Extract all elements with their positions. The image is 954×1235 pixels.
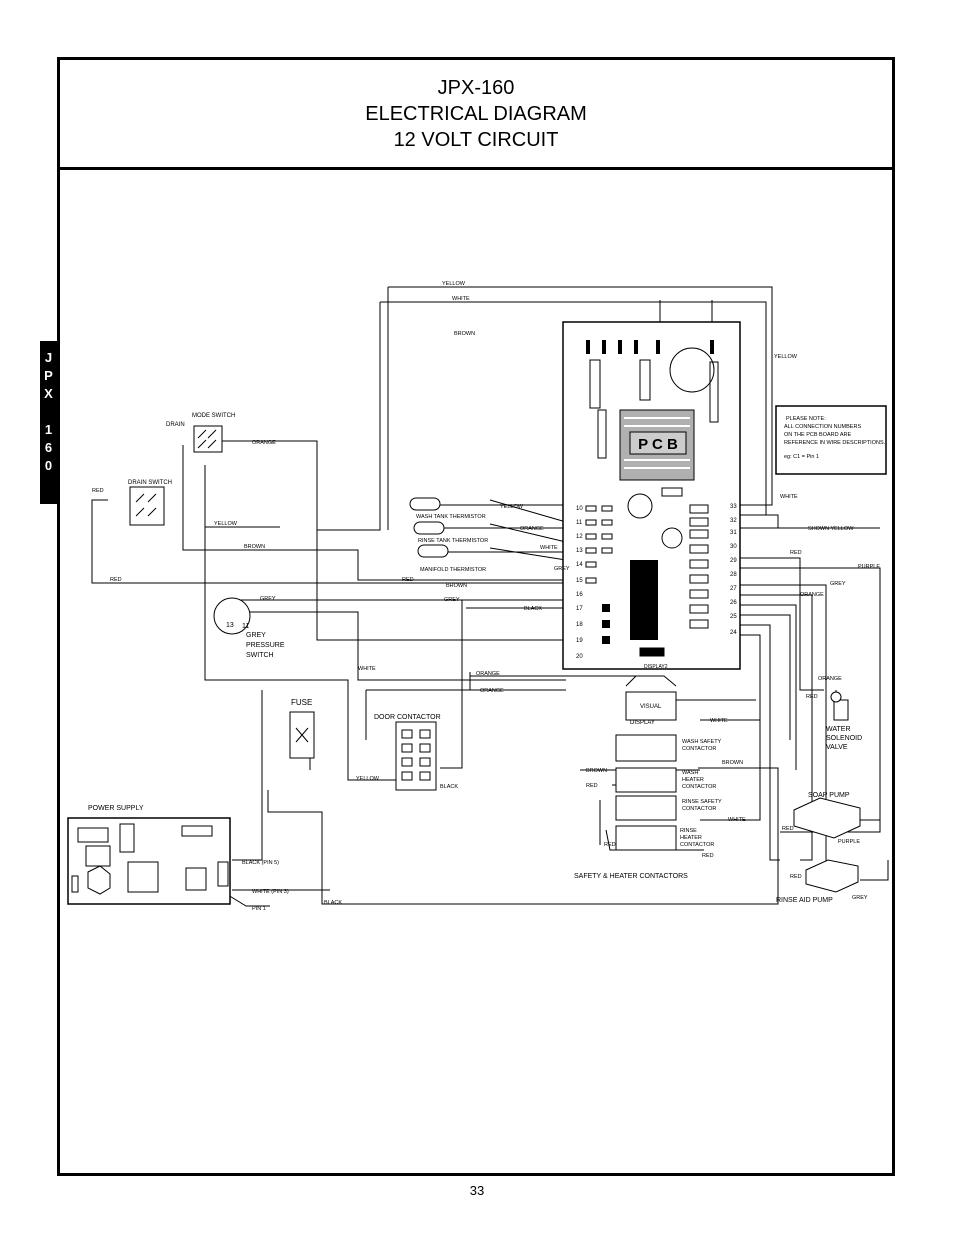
contactor-label: WASH SAFETY (682, 739, 722, 745)
wire-label: BLACK (524, 606, 543, 612)
wire-label: PIN 1 (252, 906, 266, 912)
valve-label: SOLENOID (826, 735, 863, 742)
title-line-1: JPX-160 (437, 77, 515, 99)
wire-label: ORANGE (480, 688, 504, 694)
pin-label: 29 (730, 558, 737, 564)
pressure-label: SWITCH (246, 652, 274, 659)
power-supply-label: POWER SUPPLY (88, 805, 144, 812)
wire-label: ORANGE (520, 526, 544, 532)
contactor-label: RINSE (680, 828, 697, 834)
wire-label: PURPLE (858, 564, 881, 570)
wire-label: WHITE (780, 494, 798, 500)
pin-label: 20 (576, 654, 583, 660)
wire-label: ORANGE (252, 440, 276, 446)
wire-label: PURPLE (838, 839, 861, 845)
drain-switch-label: DRAIN SWITCH (128, 480, 172, 486)
pressure-label: PRESSURE (246, 642, 285, 649)
pin-label: 17 (576, 606, 583, 612)
pin-label: 10 (576, 506, 583, 512)
thermistor-label: MANIFOLD THERMISTOR (420, 567, 487, 573)
pin-label: 27 (730, 586, 737, 592)
note-line: ON THE PCB BOARD ARE (784, 432, 852, 438)
pcb-chip (630, 560, 658, 640)
title-line-2: ELECTRICAL DIAGRAM (365, 103, 587, 125)
wire-label: BLACK (440, 784, 459, 790)
wire-label: RED (604, 842, 616, 848)
wire-label: RED (702, 853, 714, 859)
door-contactor-label: DOOR CONTACTOR (374, 714, 441, 721)
wire-label: GREY (444, 597, 460, 603)
wire-label: RED (402, 577, 414, 583)
visual-label: VISUAL (640, 704, 662, 710)
valve-label: WATER (826, 726, 851, 733)
note-line: REFERENCE IN WIRE DESCRIPTIONS. (784, 440, 886, 446)
drain-switch (130, 487, 164, 525)
drain-label: DRAIN (166, 422, 185, 428)
wire-label: GREY (260, 596, 276, 602)
mode-switch-label: MODE SWITCH (192, 413, 236, 419)
wire-label: BROWN (722, 760, 744, 766)
wire-label: BROWN (446, 583, 468, 589)
pin-label: 16 (576, 592, 583, 598)
title-line-3: 12 VOLT CIRCUIT (393, 129, 559, 151)
side-tab-char: 1 (44, 422, 53, 437)
wire-label: WHITE (540, 545, 558, 551)
pin-label: 24 (730, 630, 737, 636)
contactor-label: CONTACTOR (680, 842, 715, 848)
contactors-caption: SAFETY & HEATER CONTACTORS (574, 873, 688, 880)
wire-label: WHITE (358, 666, 376, 672)
wire-label: GREY (554, 566, 570, 572)
wire-label: WHITE (710, 718, 728, 724)
page-number: 33 (469, 1183, 485, 1198)
wire-label: ORANGE (818, 676, 842, 682)
wash-thermistor (410, 498, 440, 510)
fuse-label: FUSE (291, 698, 313, 707)
pcb-label: P C B (638, 436, 678, 453)
pin-label: 25 (730, 614, 737, 620)
pin-label: 26 (730, 600, 737, 606)
wire-label: BLACK (PIN 5) (242, 860, 279, 866)
rinse-heater-contactor (616, 826, 676, 850)
soap-pump-label: SOAP PUMP (808, 792, 850, 799)
wash-safety-contactor (616, 735, 676, 761)
rinse-aid-pump (806, 860, 858, 892)
wire-label: YELLOW (214, 521, 237, 527)
wire-label: RED (782, 826, 794, 832)
side-tab-char: P (44, 368, 53, 383)
wire-label: BROWN (586, 768, 608, 774)
power-supply (68, 818, 230, 904)
rinse-thermistor (414, 522, 444, 534)
wire-label: YELLOW (442, 281, 465, 287)
contactor-label: CONTACTOR (682, 746, 717, 752)
wire-label: WHITE (728, 817, 746, 823)
wire-label: GREY (852, 895, 868, 901)
pin-label: 15 (576, 578, 583, 584)
pin-label: 30 (730, 544, 737, 550)
wire-label: RED (110, 577, 122, 583)
display-label: DISPLAY (630, 720, 655, 726)
pressure-pin: 13 (226, 622, 234, 629)
wire-label: BROWN (244, 544, 266, 550)
pin-label: 11 (576, 520, 583, 526)
wire-label: RED (92, 488, 104, 494)
wire-label: GREY (830, 581, 846, 587)
contactor-label: WASH (682, 770, 699, 776)
pin-label: 31 (730, 530, 737, 536)
wire-label: WHITE (452, 296, 470, 302)
thermistor-label: RINSE TANK THERMISTOR (418, 538, 489, 544)
thermistor-label: WASH TANK THERMISTOR (416, 514, 486, 520)
wire-label: YELLOW (774, 354, 797, 360)
wire-label: ORANGE (800, 592, 824, 598)
wire-label: RED (806, 694, 818, 700)
contactor-label: HEATER (682, 777, 704, 783)
pin-label: 33 (730, 504, 737, 510)
pin-label: 13 (576, 548, 583, 554)
side-tab-char: 6 (44, 440, 53, 455)
pin-label: 18 (576, 622, 583, 628)
contactor-label: CONTACTOR (682, 806, 717, 812)
wire-label: YELLOW (356, 776, 379, 782)
wire-label: BLACK (324, 900, 343, 906)
wire-label: RED (790, 874, 802, 880)
side-tab-char: 0 (44, 458, 53, 473)
wire-label: ORANGE (476, 671, 500, 677)
pressure-pin: 11 (242, 623, 250, 630)
valve-label: VALVE (826, 744, 848, 751)
wire-label: WHITE (PIN 3) (252, 889, 289, 895)
manifold-thermistor (418, 545, 448, 557)
note-line: PLEASE NOTE: (786, 416, 826, 422)
water-valve (834, 700, 848, 720)
display2-label: DISPLAY2 (644, 664, 668, 670)
note-line: eg: C1 = Pin 1 (784, 454, 820, 460)
pin-label: 28 (730, 572, 737, 578)
pin-label: 12 (576, 534, 583, 540)
wire-label: RED (586, 783, 598, 789)
contactor-label: HEATER (680, 835, 702, 841)
pin-label: 14 (576, 562, 583, 568)
rinse-safety-contactor (616, 796, 676, 820)
pressure-label: GREY (246, 632, 266, 639)
wash-heater-contactor (616, 768, 676, 792)
pin-label: 19 (576, 638, 583, 644)
side-tab-char: X (44, 386, 53, 401)
side-tab-char: J (44, 350, 53, 365)
wire-label: SHOWN YELLOW (808, 526, 854, 532)
note-line: ALL CONNECTION NUMBERS (784, 424, 862, 430)
pin-label: 32 (730, 518, 737, 524)
wire-label: BROWN (454, 331, 476, 337)
contactor-label: RINSE SAFETY (682, 799, 722, 805)
rinse-aid-pump-label: RINSE AID PUMP (776, 897, 833, 904)
contactor-label: CONTACTOR (682, 784, 717, 790)
wire-label: YELLOW (500, 504, 523, 510)
wire-label: RED (790, 550, 802, 556)
